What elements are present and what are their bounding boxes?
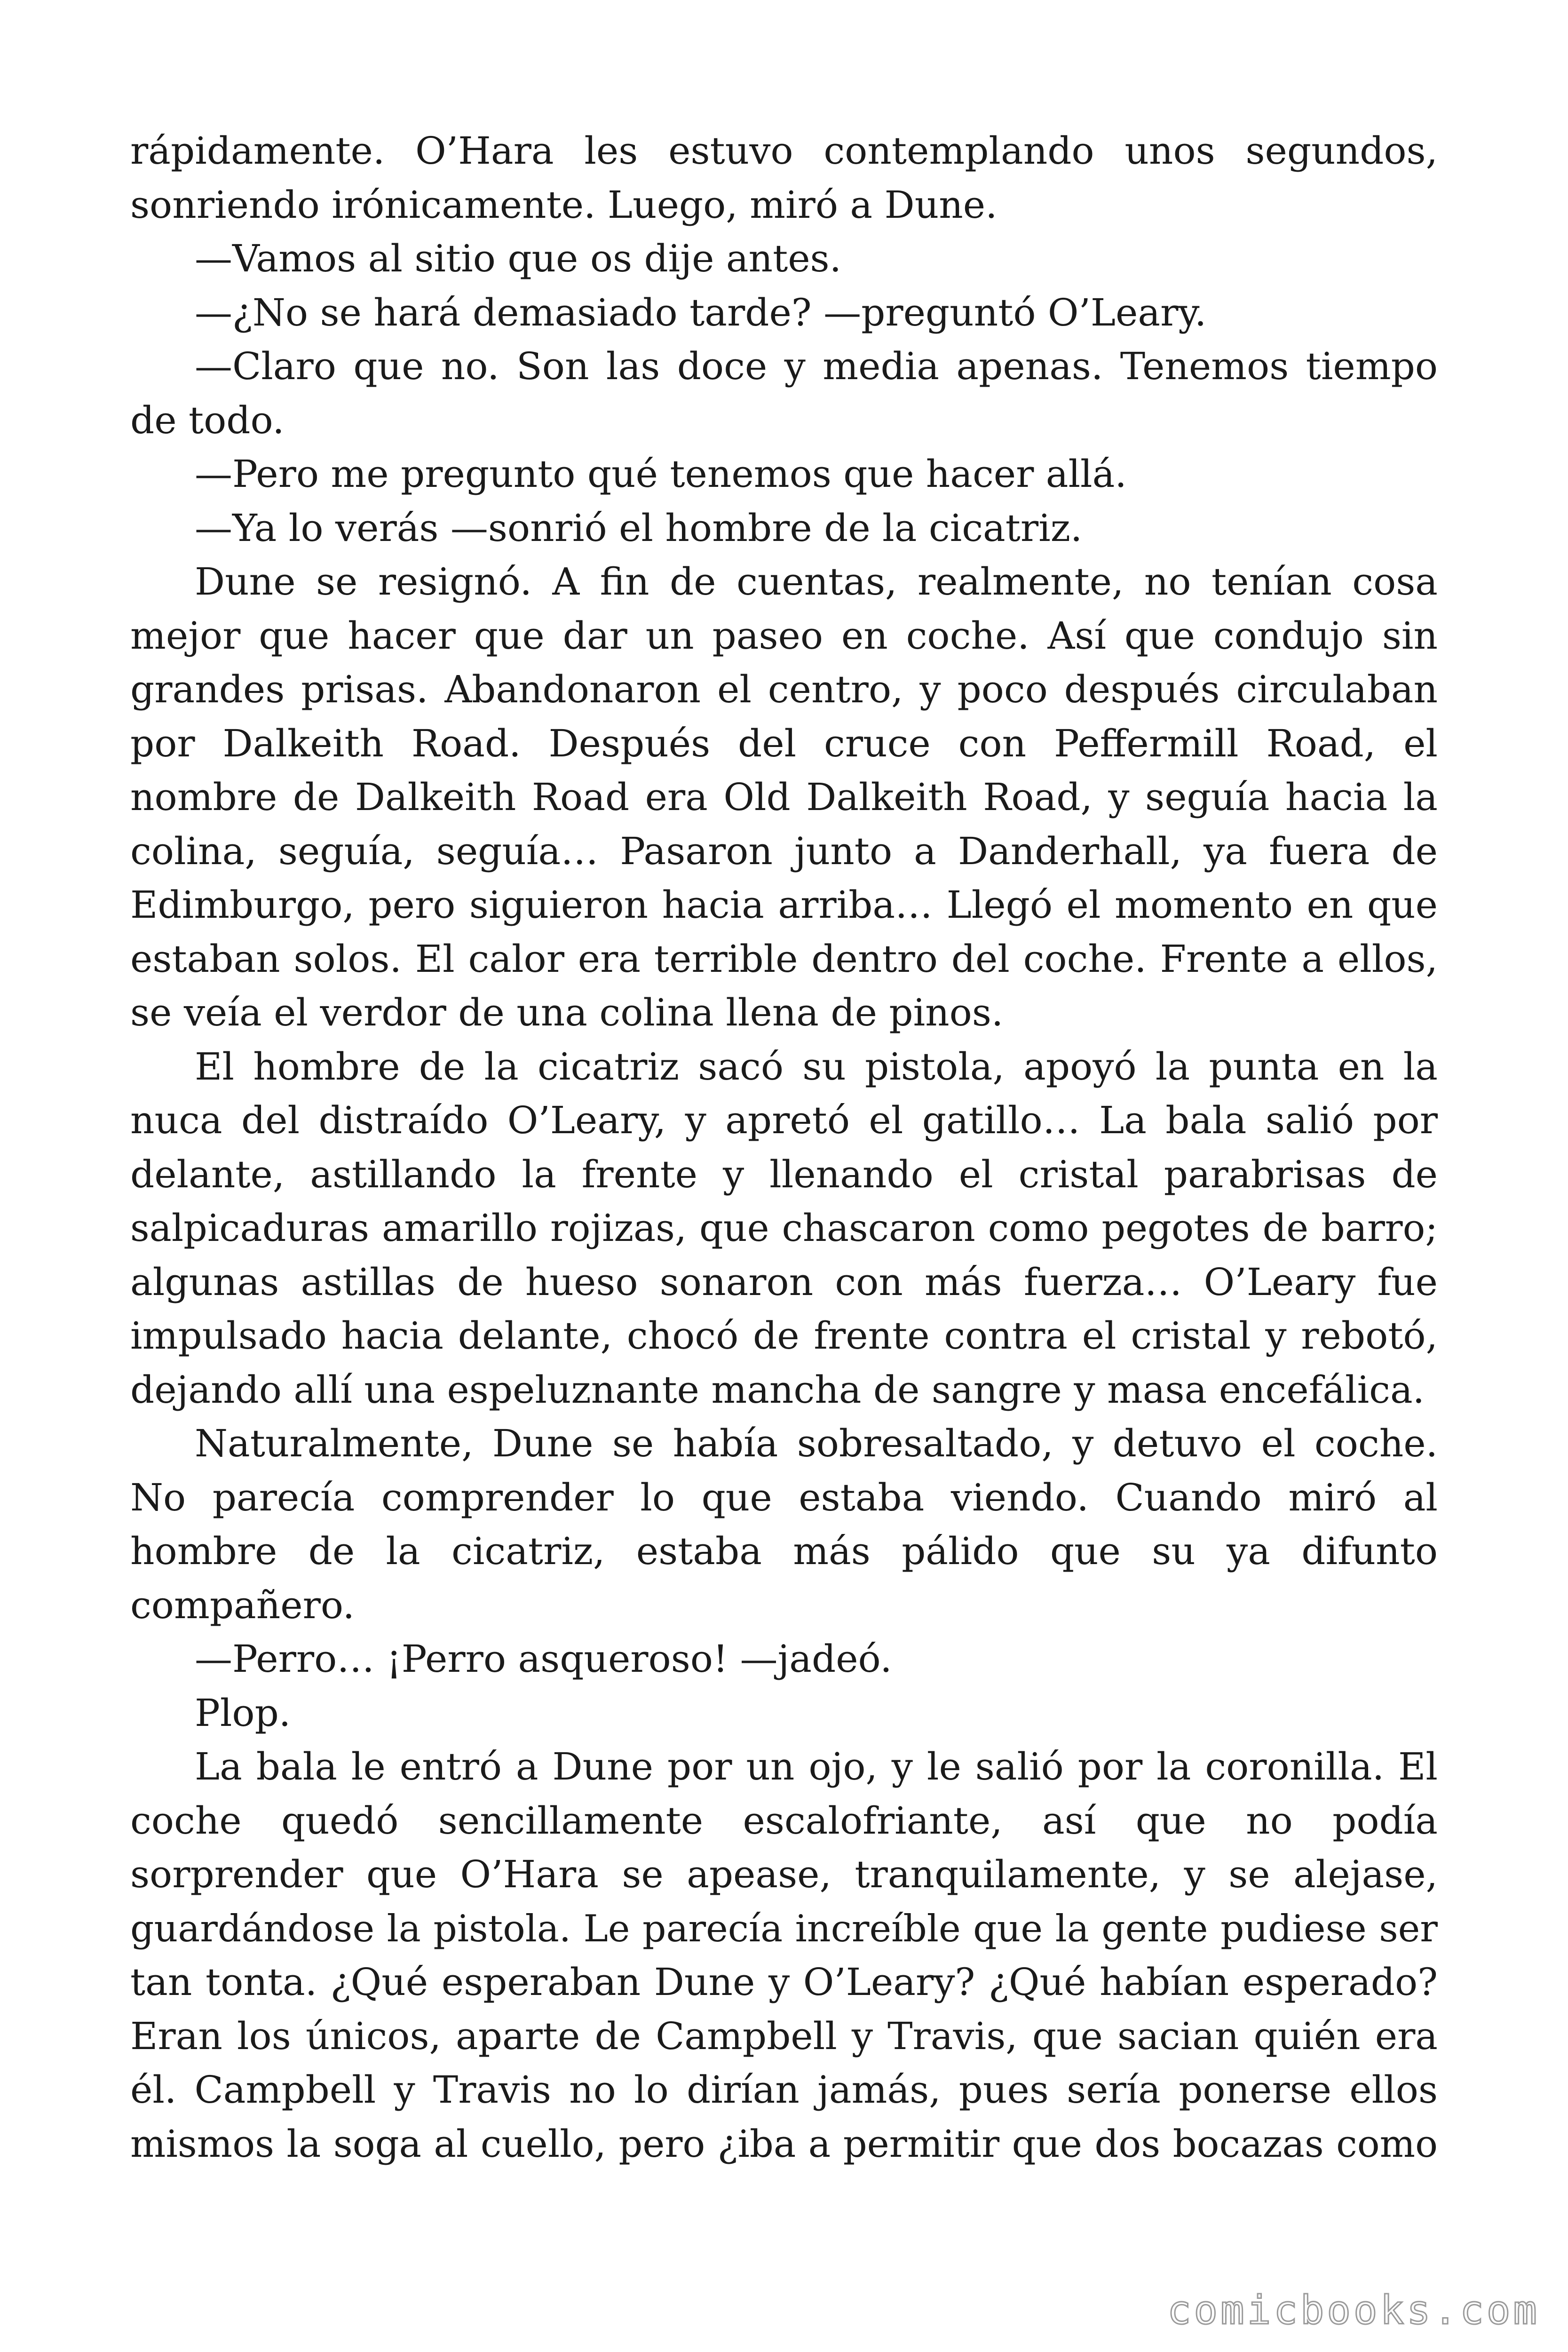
text-line: por Dalkeith Road. Después del cruce con Peffermill Road, el bbox=[130, 721, 1438, 765]
text-line: colina, seguía, seguía… Pasaron junto a Danderhall, ya fuera de bbox=[130, 829, 1438, 873]
text-line: dejando allí una espeluznante mancha de sangre y masa encefálica. bbox=[130, 1367, 1425, 1412]
body-text bbox=[130, 124, 1438, 2171]
text-line: rápidamente. O’Hara les estuvo contemplando unos segundos, bbox=[130, 129, 1438, 173]
text-line: hombre de la cicatriz, estaba más pálido que su ya difunto bbox=[130, 1529, 1438, 1573]
text-line: —Pero me pregunto qué tenemos que hacer allá. bbox=[195, 452, 1127, 496]
text-line: guardándose la pistola. Le parecía increíble que la gente pudiese ser bbox=[130, 1907, 1438, 1950]
text-line: algunas astillas de hueso sonaron con más fuerza… O’Leary fue bbox=[130, 1260, 1438, 1304]
text-line: sorprender que O’Hara se apease, tranquilamente, y se alejase, bbox=[130, 1852, 1438, 1896]
text-line: El hombre de la cicatriz sacó su pistola, apoyó la punta en la bbox=[195, 1044, 1438, 1089]
text-line: mejor que hacer que dar un paseo en coche. Así que condujo sin bbox=[130, 613, 1438, 658]
text-line: nombre de Dalkeith Road era Old Dalkeith Road, y seguía hacia la bbox=[130, 775, 1438, 819]
text-line: se veía el verdor de una colina llena de pinos. bbox=[130, 991, 1004, 1034]
text-line: compañero. bbox=[130, 1583, 355, 1627]
text-line: La bala le entró a Dune por un ojo, y le salió por la coronilla. El bbox=[195, 1745, 1438, 1788]
text-line: delante, astillando la frente y llenando el cristal parabrisas de bbox=[130, 1152, 1438, 1196]
text-line: —Ya lo verás —sonrió el hombre de la cicatriz. bbox=[195, 506, 1083, 550]
text-line: Edimburgo, pero siguieron hacia arriba… Llegó el momento en que bbox=[130, 883, 1438, 927]
watermark: comicbooks.com bbox=[1167, 2287, 1540, 2333]
text-line: él. Campbell y Travis no lo dirían jamás, pues sería ponerse ellos bbox=[130, 2068, 1438, 2112]
text-line: —Claro que no. Son las doce y media apenas. Tenemos tiempo bbox=[195, 344, 1438, 388]
text-line: tan tonta. ¿Qué esperaban Dune y O’Leary? ¿Qué habían esperado? bbox=[130, 1960, 1438, 2004]
text-line: estaban solos. El calor era terrible dentro del coche. Frente a ellos, bbox=[130, 937, 1438, 981]
text-line: sonriendo irónicamente. Luego, miró a Dune. bbox=[130, 183, 998, 227]
text-line: —¿No se hará demasiado tarde? —preguntó O’Leary. bbox=[195, 290, 1207, 334]
text-line: coche quedó sencillamente escalofriante, así que no podía bbox=[130, 1798, 1438, 1843]
text-line: impulsado hacia delante, chocó de frente contra el cristal y rebotó, bbox=[130, 1314, 1438, 1358]
text-line: Naturalmente, Dune se había sobresaltado, y detuvo el coche. bbox=[195, 1422, 1438, 1465]
text-line: Plop. bbox=[195, 1691, 291, 1735]
text-line: salpicaduras amarillo rojizas, que chascaron como pegotes de barro; bbox=[130, 1207, 1438, 1250]
text-line: Dune se resignó. A fin de cuentas, realmente, no tenían cosa bbox=[195, 560, 1438, 604]
text-line: nuca del distraído O’Leary, y apretó el gatillo… La bala salió por bbox=[130, 1098, 1438, 1142]
text-line: —Perro… ¡Perro asqueroso! —jadeó. bbox=[195, 1637, 892, 1681]
text-line: grandes prisas. Abandonaron el centro, y poco después circulaban bbox=[130, 667, 1438, 711]
text-line: No parecía comprender lo que estaba viendo. Cuando miró al bbox=[130, 1475, 1438, 1519]
text-line: —Vamos al sitio que os dije antes. bbox=[195, 237, 842, 280]
text-line: de todo. bbox=[130, 398, 285, 442]
text-line: mismos la soga al cuello, pero ¿iba a permitir que dos bocazas como bbox=[130, 2122, 1438, 2166]
text-line: Eran los únicos, aparte de Campbell y Travis, que sacian quién era bbox=[130, 2014, 1438, 2058]
